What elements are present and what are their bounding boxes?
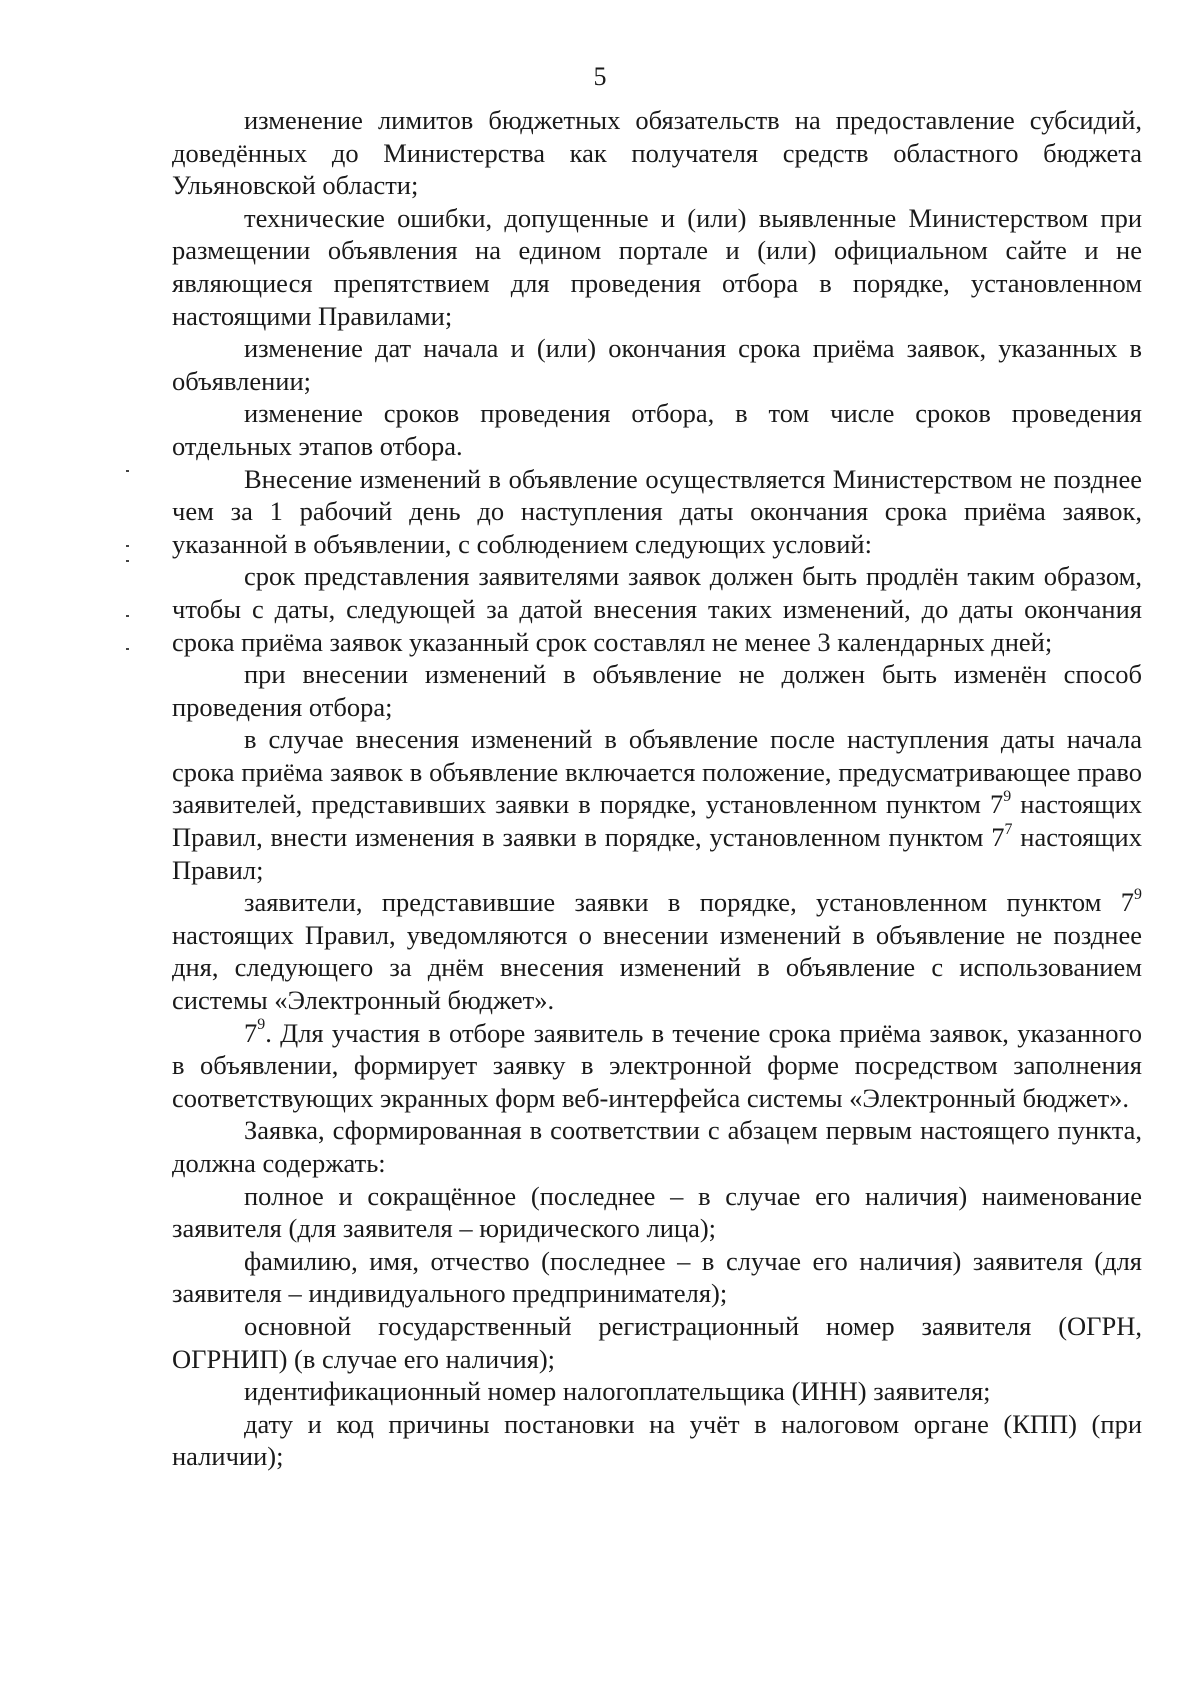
superscript: 7 xyxy=(1004,820,1013,838)
document-paragraph: идентификационный номер налогоплательщика (ИНН) заявителя; xyxy=(244,1376,991,1407)
text-run: . Для участия в отборе заявитель в течение срока приёма заявок, указанного в объявлении, формирует заявку в электронной форме посредством заполнения соответствующих экранных форм веб-интерфейса системы «Электронный бюджет». xyxy=(172,1017,1142,1113)
document-paragraph: технические ошибки, допущенные и (или) выявленные Министерством при размещении объявления на едином портале и (или) официальном сайте и не являющиеся препятствием для проведения отбора в порядке, установленном настоящими Правилами; xyxy=(172,202,1142,331)
document-paragraph: изменение лимитов бюджетных обязательств на предоставление субсидий, доведённых до Министерства как получателя средств областного бюджета Ульяновской области; xyxy=(172,105,1142,201)
text-run: заявители, представившие заявки в порядке, установленном пунктом 7 xyxy=(244,887,1135,918)
document-paragraph: основной государственный регистрационный номер заявителя (ОГРН, ОГРНИП) (в случае его наличия); xyxy=(172,1310,1142,1374)
superscript: 9 xyxy=(1003,788,1012,806)
document-paragraph: срок представления заявителями заявок должен быть продлён таким образом, чтобы с даты, следующей за датой внесения таких изменений, до даты окончания срока приёма заявок указанный срок составлял не менее 3 календарных дней; xyxy=(172,561,1142,657)
document-paragraph: при внесении изменений в объявление не должен быть изменён способ проведения отбора; xyxy=(172,659,1142,722)
document-paragraph: Внесение изменений в объявление осуществляется Министерством не позднее чем за 1 рабочий день до наступления даты окончания срока приёма заявок, указанной в объявлении, с соблюдением следующих условий: xyxy=(172,463,1142,559)
document-paragraph: дату и код причины постановки на учёт в налоговом органе (КПП) (при наличии); xyxy=(172,1408,1142,1472)
scan-mark xyxy=(126,615,129,617)
document-body xyxy=(172,104,1142,1473)
scan-mark xyxy=(126,545,129,547)
text-run: в случае внесения изменений в объявление после наступления даты начала срока приёма заявок в объявление включается положение, предусматривающее право заявителей, представивших заявки в порядке, установленном пунктом 7 xyxy=(172,724,1142,820)
scan-mark xyxy=(126,648,129,650)
document-paragraph: Заявка, сформированная в соответствии с абзацем первым настоящего пункта, должна содержать: xyxy=(172,1115,1142,1178)
document-paragraph xyxy=(172,1017,1142,1115)
document-paragraph: изменение дат начала и (или) окончания срока приёма заявок, указанных в объявлении; xyxy=(172,333,1142,396)
superscript: 9 xyxy=(257,1016,266,1034)
document-paragraph xyxy=(172,886,1142,1016)
document-paragraph: изменение сроков проведения отбора, в том числе сроков проведения отдельных этапов отбора. xyxy=(172,398,1142,461)
superscript: 9 xyxy=(1134,886,1142,904)
page-number: 5 xyxy=(593,62,607,91)
text-run: настоящих Правил, уведомляются о внесении изменений в объявление не позднее дня, следующего за днём внесения изменений в объявление с использованием системы «Электронный бюджет». xyxy=(172,919,1142,1016)
document-paragraph: полное и сокращённое (последнее – в случае его наличия) наименование заявителя (для заявителя – юридического лица); xyxy=(172,1180,1142,1244)
text-run: настоящих Правил, внести изменения в заявки в порядке, установленном пунктом 7 xyxy=(172,789,1142,853)
scan-mark xyxy=(126,560,129,562)
text-run: 7 xyxy=(244,1017,258,1048)
scan-mark xyxy=(126,470,129,472)
document-paragraph: фамилию, имя, отчество (последнее – в случае его наличия) заявителя (для заявителя – индивидуального предпринимателя); xyxy=(172,1245,1142,1309)
document-paragraph xyxy=(172,723,1142,886)
text-run: настоящих Правил; xyxy=(172,822,1142,885)
